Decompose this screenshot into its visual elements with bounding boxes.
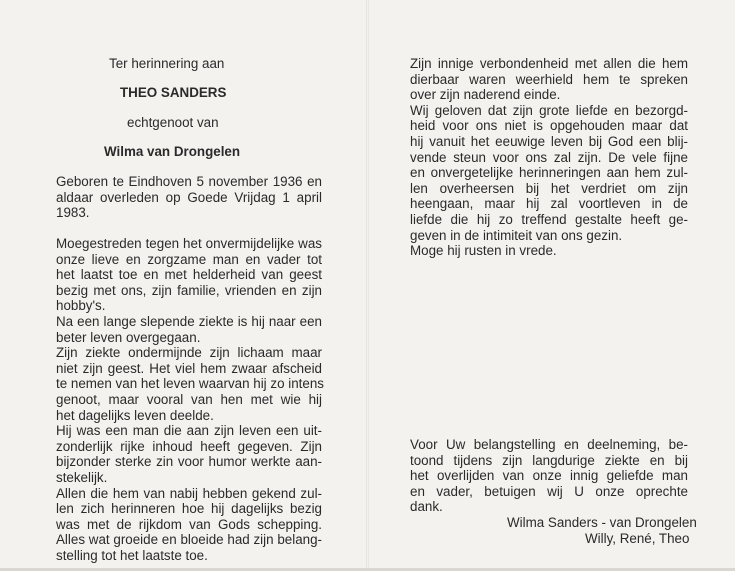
intro-text: Ter herinnering aan	[109, 56, 225, 71]
text-line: bezig met ons, zijn familie, vrienden en zijn	[56, 282, 322, 298]
text-line: Hij was een man die aan zijn leven een uit-	[56, 423, 322, 439]
text-line: heid voor ons niet is opgehouden maar dat	[410, 118, 688, 134]
text-line: 1983.	[56, 205, 90, 221]
text-line: was met de rijkdom van Gods schepping.	[56, 516, 322, 532]
text-line: het overlijden van onze innig geliefde man	[410, 468, 688, 484]
text-line: en onvergetelijke herinneringen aan hem zul-	[410, 165, 688, 181]
memorial-text-right	[410, 56, 688, 259]
text-line: Moge hij rusten in vrede.	[410, 243, 557, 259]
text-line: hobby's.	[56, 298, 106, 314]
deceased-name: THEO SANDERS	[120, 85, 227, 100]
text-line: len zich herinneren hoe hij dagelijks bezig	[56, 501, 322, 517]
text-line: stekelijk.	[56, 469, 108, 485]
text-line: genoot, maar vooral van hen met wie hij	[56, 391, 322, 407]
text-line: Na een lange slepende ziekte is hij naar een	[56, 313, 322, 329]
text-line: Alles wat groeide en bloeide had zijn belang-	[56, 532, 322, 548]
text-line: len overheersen bij het verdriet om zijn	[410, 180, 688, 196]
text-line: onze lieve en zorgzame man en vader tot	[56, 251, 322, 267]
thanks-paragraph	[410, 437, 688, 515]
text-line: beter leven overgegaan.	[56, 329, 201, 345]
spouse-name: Wilma van Drongelen	[104, 144, 241, 159]
text-line: Moegestreden tegen het onvermijdelijke was	[56, 236, 322, 251]
birth-death-paragraph	[56, 174, 322, 221]
text-line: toond tijdens zijn langdurige ziekte en bij	[410, 452, 688, 468]
text-line: Wij geloven dat zijn grote liefde en bezorgd-	[410, 102, 688, 118]
text-line: bijzonder sterke zin voor humor werkte aan-	[56, 454, 322, 470]
text-line: stelling tot het laatste toe.	[56, 547, 208, 563]
text-line: en vader, betuigen wij U onze oprechte	[410, 483, 688, 499]
text-line: te nemen van het leven waarvan hij zo intens	[56, 376, 324, 392]
text-line: hij vanuit het eeuwige leven bij God een blij-	[410, 133, 688, 149]
text-line: Zijn innige verbondenheid met allen die hem	[410, 56, 688, 71]
text-line: dierbaar waren weerhield hem te spreken	[410, 71, 688, 87]
text-line: heengaan, maar hij zal voortleven in de	[410, 196, 688, 212]
text-line: Geboren te Eindhoven 5 november 1936 en	[56, 174, 322, 189]
relation-text: echtgenoot van	[127, 115, 219, 130]
text-line: over zijn naderend einde.	[410, 87, 561, 103]
signature-spouse: Wilma Sanders - van Drongelen	[507, 515, 697, 530]
text-line: zonderlijk rijke inhoud heeft gegeven. Zijn	[56, 438, 322, 454]
text-line: liefde die hij zo treffend gestalte heeft ge-	[410, 211, 688, 227]
text-line: het dagelijks leven deelde.	[56, 407, 214, 423]
card-fold	[366, 0, 369, 571]
text-line: vende steun voor ons zal zijn. De vele fijne	[410, 149, 688, 165]
text-line: niet zijn geest. Het viel hem zwaar afscheid	[56, 360, 322, 376]
signature-children: Willy, René, Theo	[585, 531, 690, 546]
text-line: geven in de intimiteit van ons gezin.	[410, 227, 623, 243]
text-line: dank.	[410, 499, 443, 515]
text-line: aldaar overleden op Goede Vrijdag 1 april	[56, 189, 322, 205]
text-line: het laatst toe en met helderheid van geest	[56, 267, 322, 283]
text-line: Zijn ziekte ondermijnde zijn lichaam maar	[56, 345, 322, 361]
text-line: Allen die hem van nabij hebben gekend zul-	[56, 485, 322, 501]
text-line: Voor Uw belangstelling en deelneming, be-	[410, 437, 688, 452]
memorial-text-left	[56, 236, 322, 563]
